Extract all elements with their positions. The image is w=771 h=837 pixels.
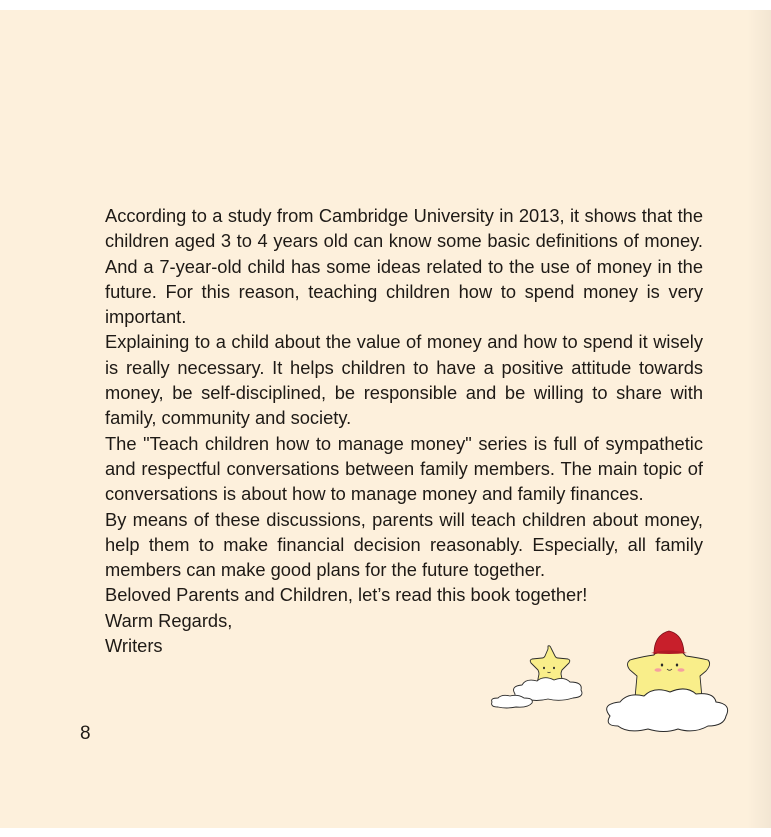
closing-line: Warm Regards, <box>105 609 233 631</box>
page-number: 8 <box>80 723 91 744</box>
book-page <box>0 10 771 828</box>
large-cloud-icon <box>607 689 728 732</box>
greeting-line: Beloved Parents and Children, let’s read this book together! <box>105 584 588 606</box>
paragraph-value-of-money: Explaining to a child about the value of money and how to spend it wisely is really necessary. It helps children to have a positive attitude towards money, be self-disciplined, be responsible and be willing to share with family, community and society. <box>105 331 703 429</box>
paragraph-discussions: By means of these discussions, parents will teach children about money, help them to make financial decision reasonably. Especially, all family members can make good plans for the future together. <box>105 508 703 581</box>
signature-line: Writers <box>105 635 163 657</box>
paragraph-study: According to a study from Cambridge University in 2013, it shows that the children aged 3 to 4 years old can know some basic definitions of money. And a 7-year-old child has some ideas related to the use of money in the future. For this reason, teaching children how to spend money is very important. <box>105 205 703 328</box>
paragraph-series: The "Teach children how to manage money" series is full of sympathetic and respectful conversations between family members. The main topic of conversations is about how to manage money and family finances. <box>105 432 703 505</box>
stars-on-clouds-illustration <box>488 622 733 737</box>
foreword-text <box>105 203 703 658</box>
small-cloud-icon <box>492 678 582 708</box>
